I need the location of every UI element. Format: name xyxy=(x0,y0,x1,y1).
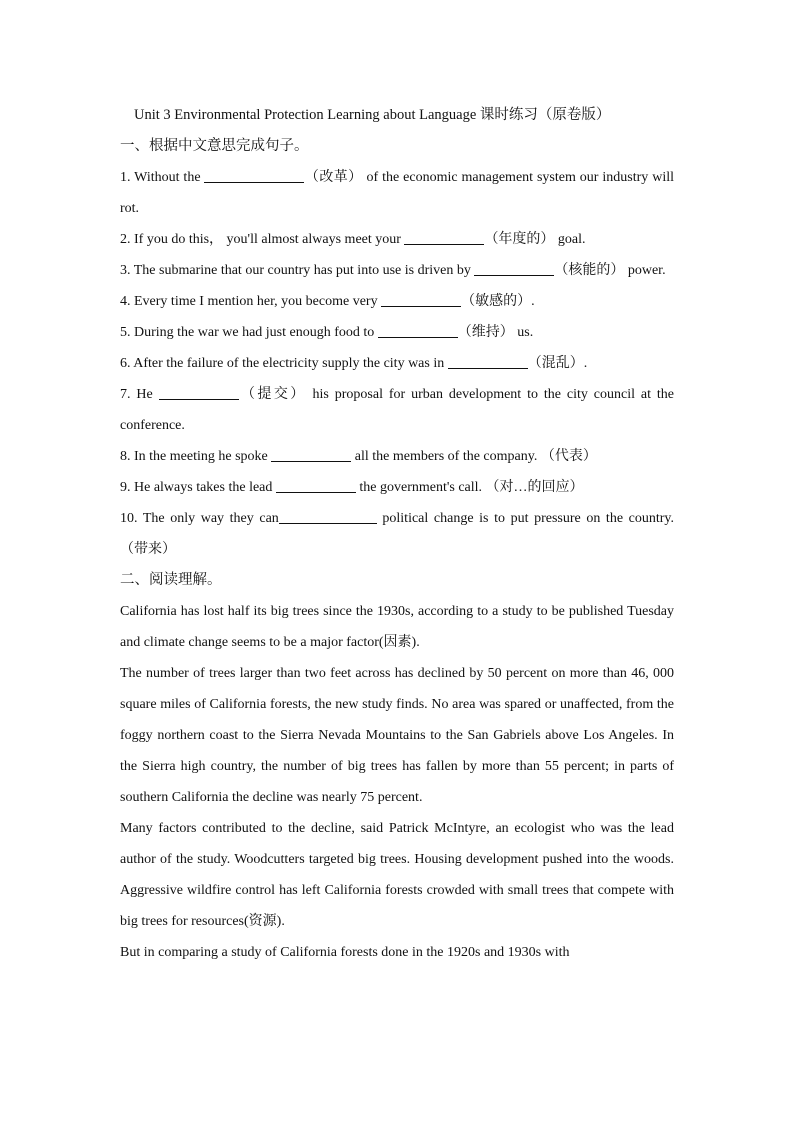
answer-blank[interactable] xyxy=(381,290,461,307)
answer-blank[interactable] xyxy=(448,352,528,369)
reading-paragraph: California has lost half its big trees since the 1930s, according to a study to be published Tuesday and climate change seems to be a major factor(因素). xyxy=(120,604,674,650)
exercise-item-10: 10. The only way they can political change is to put pressure on the country. （带来） xyxy=(120,503,674,565)
exercise-item-9: 9. He always takes the lead the government's call. （对…的回应） xyxy=(120,472,674,503)
answer-blank[interactable] xyxy=(378,321,458,338)
answer-blank[interactable] xyxy=(271,445,351,462)
exercise-item-6: 6. After the failure of the electricity supply the city was in （混乱）. xyxy=(120,348,674,379)
exercise-item-4: 4. Every time I mention her, you become very （敏感的）. xyxy=(120,286,674,317)
answer-blank[interactable] xyxy=(404,228,484,245)
exercise-item-5: 5. During the war we had just enough food to （维持） us. xyxy=(120,317,674,348)
answer-blank[interactable] xyxy=(279,507,377,524)
exercise-item-3: 3. The submarine that our country has put into use is driven by （核能的） power. xyxy=(120,255,674,286)
answer-blank[interactable] xyxy=(159,383,239,400)
reading-paragraph: But in comparing a study of California forests done in the 1920s and 1930s with xyxy=(120,945,570,960)
reading-paragraph: The number of trees larger than two feet across has declined by 50 percent on more than 46, 000 square miles of California forests, the new study finds. No area was spared or unaffected, from the foggy northern coast to the Sierra Nevada Mountains to the San Gabriels above Los Angeles. In the Sierra high country, the number of big trees has fallen by more than 55 percent; in parts of southern California the decline was nearly 75 percent. xyxy=(120,666,674,805)
reading-paragraph: Many factors contributed to the decline, said Patrick McIntyre, an ecologist who was the lead author of the study. Woodcutters targeted big trees. Housing development pushed into the woods. Aggressive wildfire control has left California forests crowded with small trees that compete with big trees for resources(资源). xyxy=(120,821,674,929)
exercise-item-1: 1. Without the （改革） of the economic management system our industry will rot. xyxy=(120,162,674,224)
page-title: Unit 3 Environmental Protection Learning about Language 课时练习（原卷版） xyxy=(134,107,611,123)
answer-blank[interactable] xyxy=(276,476,356,493)
document-body xyxy=(120,100,674,968)
section-heading-translation: 一、根据中文意思完成句子。 xyxy=(120,138,309,154)
answer-blank[interactable] xyxy=(474,259,554,276)
exercise-item-8: 8. In the meeting he spoke all the members of the company. （代表） xyxy=(120,441,674,472)
section-heading-reading: 二、阅读理解。 xyxy=(120,572,222,588)
answer-blank[interactable] xyxy=(204,166,304,183)
exercise-item-7: 7. He （提交） his proposal for urban development to the city council at the conference. xyxy=(120,379,674,441)
exercise-item-2: 2. If you do this， you'll almost always meet your （年度的） goal. xyxy=(120,224,674,255)
